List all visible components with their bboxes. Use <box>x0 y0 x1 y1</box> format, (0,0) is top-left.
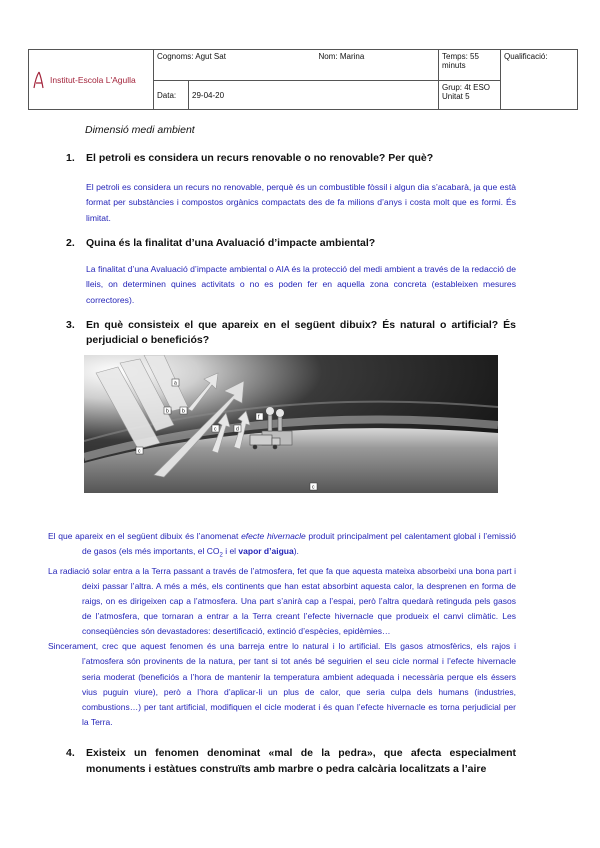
answer-3 <box>48 529 516 730</box>
group-cell <box>439 81 501 110</box>
question-3 <box>66 318 516 348</box>
date-value: 29-04-20 <box>192 90 225 100</box>
question-number: 1. <box>66 152 75 164</box>
section-title: Dimensió medi ambient <box>85 124 195 136</box>
school-name: Institut-Escola L'Agulla <box>50 74 136 85</box>
time-field: Temps: 55 minuts <box>442 52 479 70</box>
question-1 <box>66 152 506 164</box>
group-field: Grup: 4t ESO Unitat 5 <box>442 83 491 101</box>
question-text: Quina és la finalitat d’una Avaluació d’impacte ambiental? <box>86 237 376 249</box>
answer-3-paragraph-2: La radiació solar entra a la Terra passant a través de l’atmosfera, fet que fa que aquesta mateixa absorbeixi una bona part i deixi passar l’altra. A més a més, els continents que han estat absorbint aquesta calor, la desprenen en forma de raigs, on es dirigeixen cap a l’atmosfera. Una part s’anirà cap a l’espai, però l’altra quedarà retinguda pels gasos de l’atmosfera, que tornaran a entrar a la Terra creant l’efecte hivernacle que produeix el canvi climàtic. Les conseqüències són devastadores: desertificació, extinció d’espècies, epidèmies… <box>48 565 516 637</box>
grade-cell <box>501 50 578 110</box>
question-text: En què consisteix el que apareix en el següent dibuix? És natural o artificial? És perjudicial o beneficiós? <box>86 319 516 346</box>
header-table <box>28 49 578 110</box>
time-cell <box>439 50 501 81</box>
logo-cell <box>29 50 154 110</box>
greenhouse-effect-figure <box>84 355 498 493</box>
figure-label: c <box>138 448 141 455</box>
figure-label: c <box>312 484 315 491</box>
date-label-cell <box>154 81 189 110</box>
question-text: El petroli es considera un recurs renovable o no renovable? Per què? <box>86 152 434 164</box>
answer-1: El petroli es considera un recurs no renovable, perquè és un combustible fòssil i algun dia s’acabarà, ja que està format per substàncies i compostos orgànics compactats des de fa milions d’anys i costa molt que es formi. És limitat. <box>86 182 516 223</box>
date-label: Data: <box>157 90 177 100</box>
name-field: Nom: Marina <box>318 52 365 61</box>
name-cell <box>154 50 439 81</box>
needle-logo-icon <box>32 71 46 89</box>
answer-3-paragraph-1: El que apareix en el següent dibuix és l’anomenat efecte hivernacle produit principalment pel calentament global i l’emissió de gasos (els més importants, el $CO_2$ i el vapor d’aigua). <box>48 531 516 559</box>
grade-field: Qualificació: <box>504 52 548 61</box>
answer-2: La finalitat d’una Avaluació d’impacte ambiental o AIA és la protecció del medi ambient a través de la redacció de lleis, on determinen quines activitats o no es poden fer en aquella zona concreta (estableixen mesures correctores). <box>86 264 516 305</box>
figure-label: c <box>214 426 217 433</box>
figure-label: b <box>166 408 169 415</box>
question-4 <box>66 745 516 777</box>
school-logo <box>32 71 150 89</box>
answer-3-paragraph-3: Sincerament, crec que aquest fenomen és una barreja entre lo natural i lo artificial. Els gasos atmosfèrics, els rajos i l’atmosfera són provinents de la natura, per tant si tot anés bé seguirien el seu cicle normal i l’efecte hivernacle seria moderat (beneficiós a l’hora de mantenir la temperatura ambient adequada i necessària perque els éssers vius puguin viure), però a l’hora d’aplicar-li un plus de calor, que seria culpa dels humans (industries, combustions…) per tant artificial, modifiquen el cicle moderat i és quan l’efecte hivernacle es torna perjudicial per la Terra. <box>48 641 516 727</box>
question-number: 3. <box>66 319 75 331</box>
surname-field: Cognoms: Agut Sat <box>157 52 226 61</box>
date-value-cell <box>189 81 439 110</box>
figure-label: b <box>182 408 185 415</box>
question-number: 4. <box>66 747 75 759</box>
question-2 <box>66 237 506 249</box>
question-number: 2. <box>66 237 75 249</box>
figure-label: f <box>258 414 260 421</box>
figure-label: d <box>236 426 239 433</box>
question-text: Existeix un fenomen denominat «mal de la pedra», que afecta especialment monuments i estàtues construïts amb marbre o pedra calcària localitzats a l’aire <box>86 747 516 775</box>
figure-label: a <box>174 380 177 387</box>
